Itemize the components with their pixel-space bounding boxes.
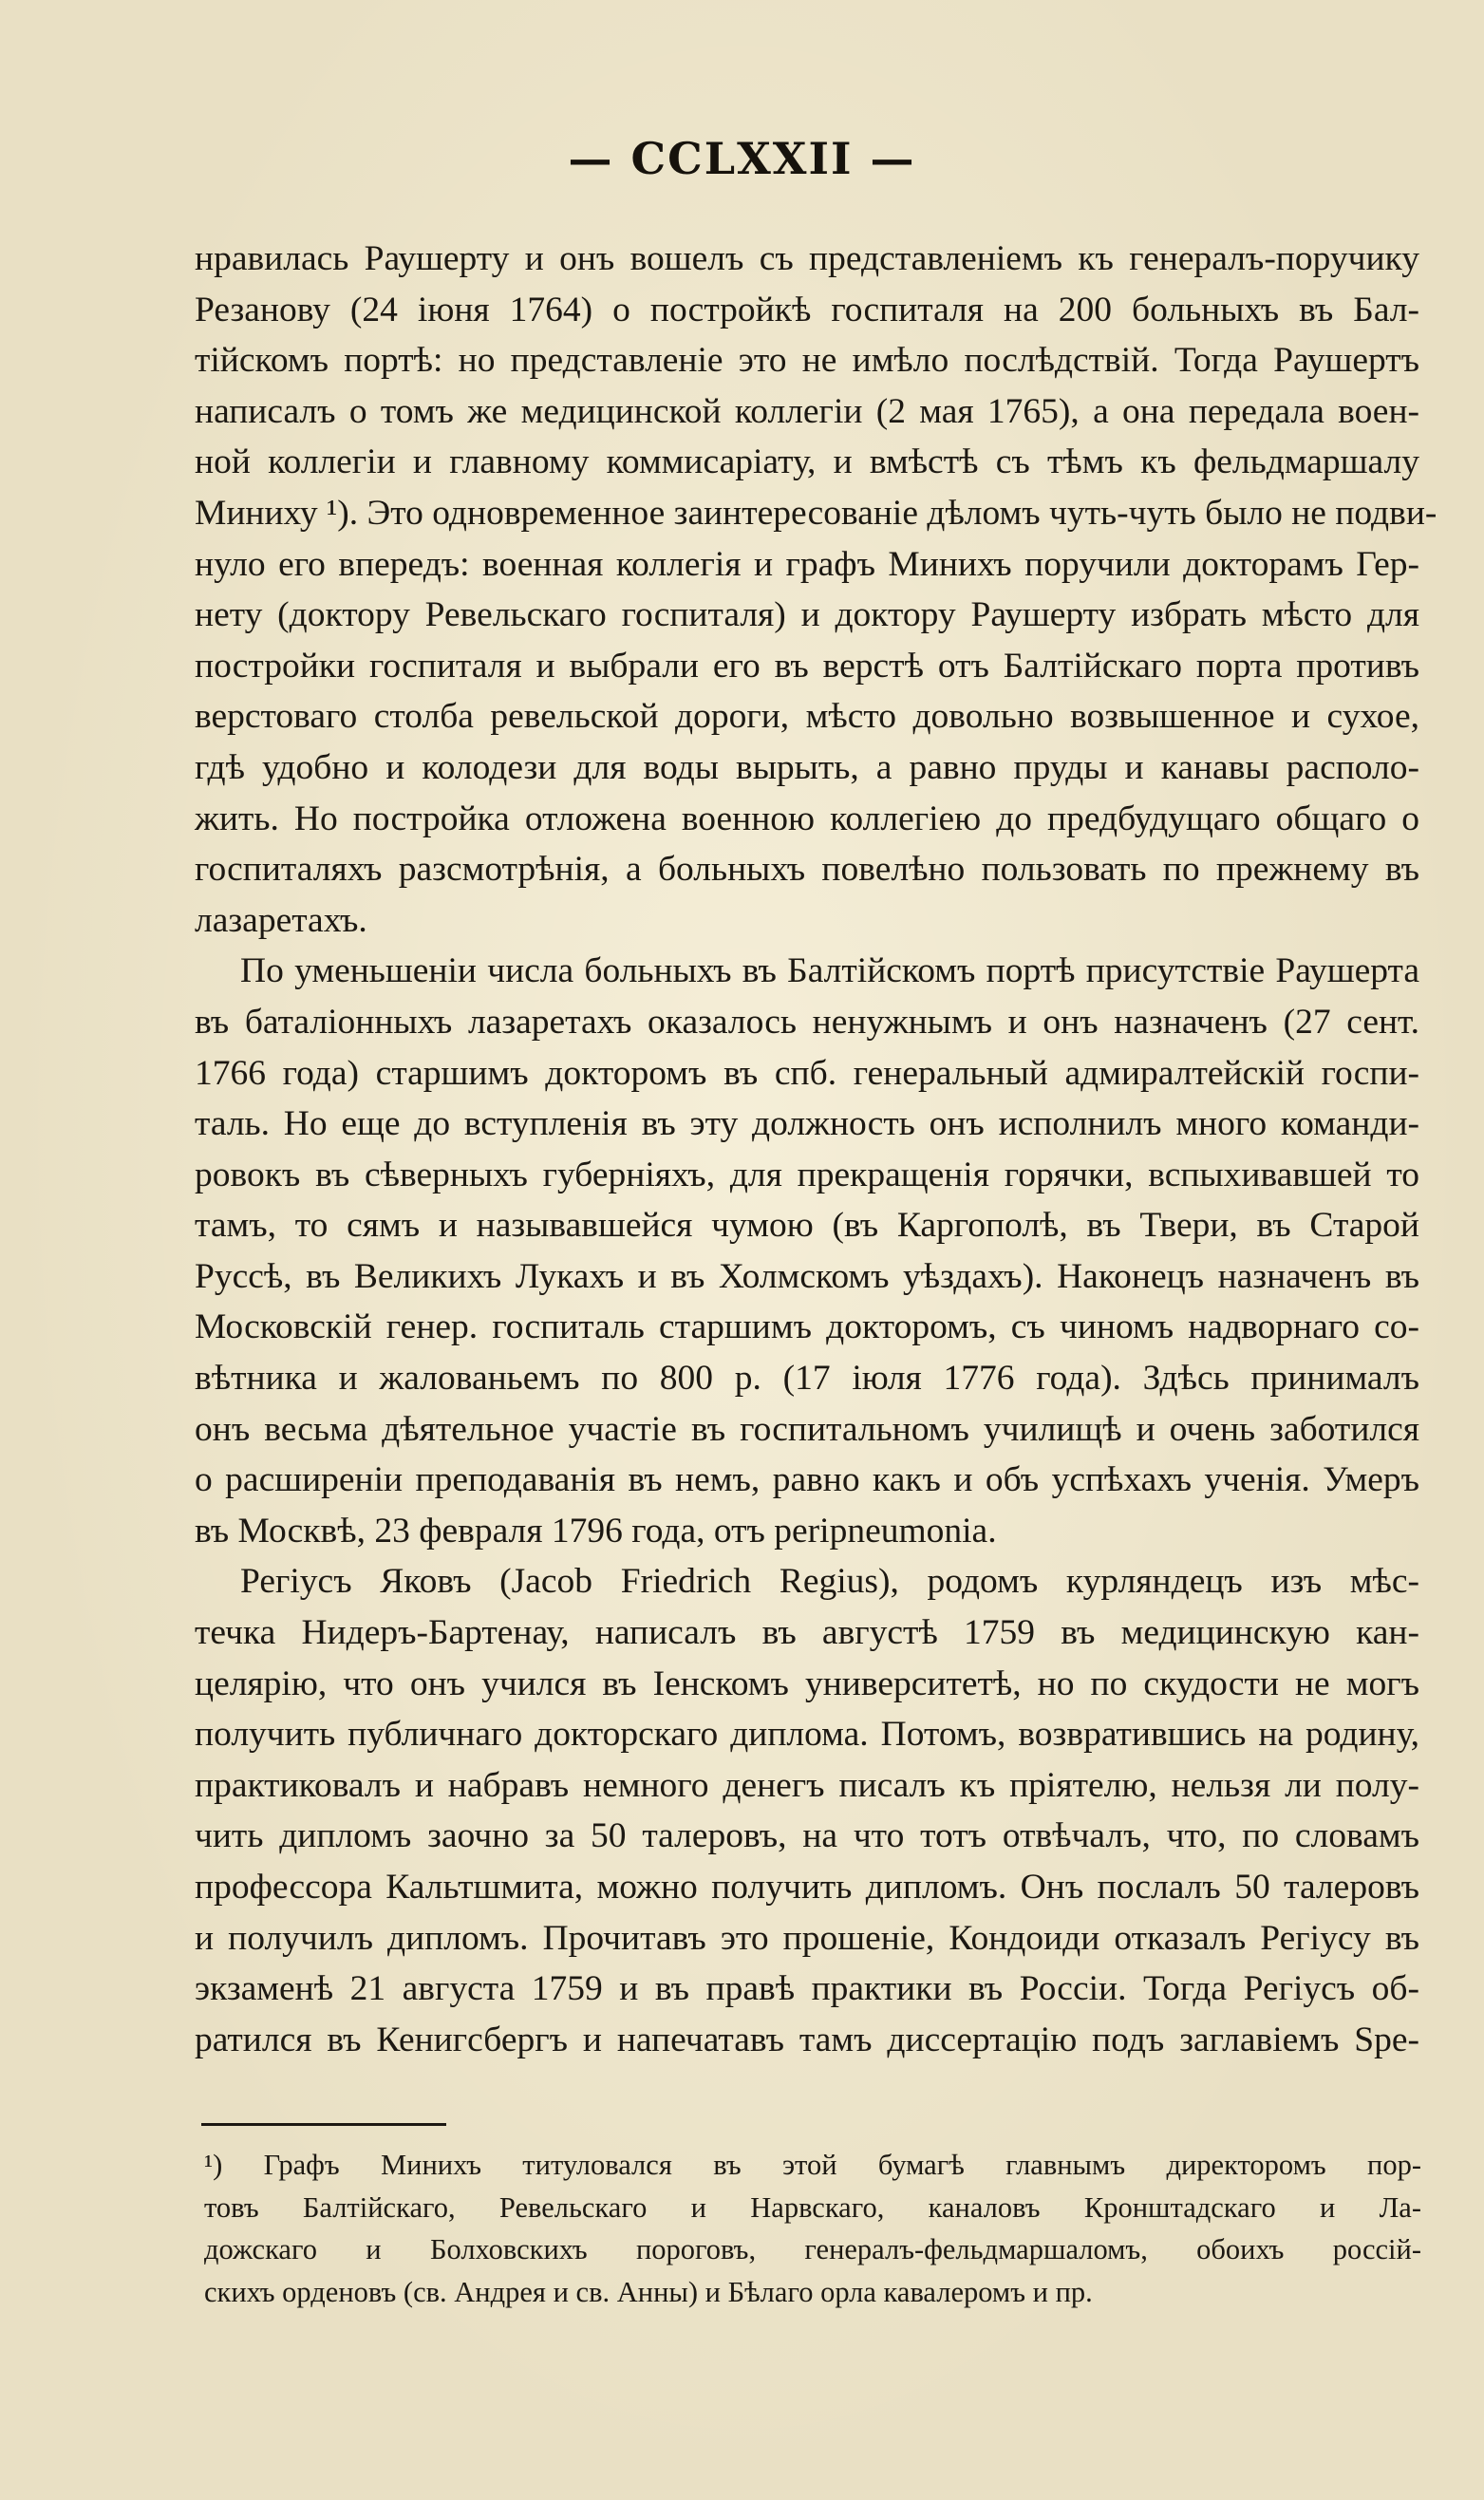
text-line: постройки госпиталя и выбрали его въ верстѣ отъ Балтійскаго порта противъ [195,646,1419,686]
text-line: тійскомъ портѣ: но представленіе это не имѣло послѣдствій. Тогда Раушертъ [195,341,1419,381]
text-line: течка Нидеръ-Бартенау, написалъ въ августѣ 1759 въ медицинскую кан- [195,1613,1419,1653]
text-line: написалъ о томъ же медицинской коллегіи (2 мая 1765), а она передала воен- [195,391,1419,431]
text-line: ровокъ въ сѣверныхъ губерніяхъ, для прекращенія горячки, вспыхивавшей то [195,1155,1419,1194]
text-line: Руссѣ, въ Великихъ Лукахъ и въ Холмскомъ уѣздахъ). Наконецъ назначенъ въ [195,1256,1419,1296]
text-line: профессора Кальтшмита, можно получить дипломъ. Онъ послалъ 50 талеровъ [195,1868,1419,1907]
text-line: лазаретахъ. [195,900,367,940]
text-line: ной коллегіи и главному коммисаріату, и вмѣстѣ съ тѣмъ къ фельдмаршалу [195,442,1419,482]
text-line: и получилъ дипломъ. Прочитавъ это прошеніе, Кондоиди отказалъ Регіусу въ [195,1918,1419,1958]
text-line: жить. Но постройка отложена военною коллегіею до предбудущаго общаго о [195,799,1419,838]
text-line: практиковалъ и набравъ немного денегъ писалъ къ пріятелю, нельзя ли полу- [195,1765,1419,1805]
text-line: нету (доктору Ревельскаго госпиталя) и доктору Раушерту избрать мѣсто для [195,595,1419,635]
footnotes [204,2144,1421,2313]
text-line: целярію, что онъ учился въ Іенскомъ университетѣ, но по скудости не могъ [195,1664,1419,1703]
footnote-line: дожскаго и Болховскихъ пороговъ, генералъ-фельдмаршаломъ, обоихъ россій- [204,2233,1421,2265]
text-line: 1766 года) старшимъ докторомъ въ спб. генеральный адмиралтейскій госпи- [195,1053,1419,1093]
text-line: тамъ, то сямъ и называвшейся чумою (въ Каргополѣ, въ Твери, въ Старой [195,1206,1419,1246]
text-line: госпиталяхъ разсмотрѣнія, а больныхъ повелѣно пользовать по прежнему въ [195,850,1419,890]
text-line: въ Москвѣ, 23 февраля 1796 года, отъ peripneumonia. [195,1511,997,1551]
text-line: верстоваго столба ревельской дороги, мѣсто довольно возвышенное и сухое, [195,697,1419,737]
text-line: ратился въ Кенигсбергъ и напечатавъ тамъ диссертацію подъ заглавіемъ Spe- [195,2020,1419,2059]
text-line: экзаменѣ 21 августа 1759 и въ правѣ практики въ Россіи. Тогда Регіусъ об- [195,1969,1419,2009]
footnote-line: ¹) Графъ Минихъ титуловался въ этой бумагѣ главнымъ директоромъ пор- [204,2149,1421,2181]
text-line: таль. Но еще до вступленія въ эту должность онъ исполнилъ много команди- [195,1104,1419,1144]
text-line: нравилась Раушерту и онъ вошелъ съ представленіемъ къ генералъ-поручику [195,239,1419,278]
footnote-line: скихъ орденовъ (св. Андрея и св. Анны) и Бѣлаго орла кавалеромъ и пр. [204,2275,1093,2308]
text-line: онъ весьма дѣятельное участіе въ госпитальномъ училищѣ и очень заботился [195,1409,1419,1449]
footnote-divider [201,2123,446,2126]
text-line: получить публичнаго докторскаго диплома. Потомъ, возвратившись на родину, [195,1715,1419,1755]
text-line: вѣтника и жалованьемъ по 800 р. (17 іюля 1776 года). Здѣсь принималъ [195,1359,1419,1399]
text-line: о расширеніи преподаванія въ немъ, равно какъ и объ успѣхахъ ученія. Умеръ [195,1460,1419,1500]
paragraph-start-line: Регіусъ Яковъ (Jacob Friedrich Regius), родомъ курляндецъ изъ мѣс- [240,1562,1419,1602]
text-line: Миниху ¹). Это одновременное заинтересованіе дѣломъ чуть-чуть было не подви- [195,493,1437,533]
text-line: гдѣ удобно и колодези для воды вырыть, а равно пруды и канавы располо- [195,747,1419,787]
text-line: Московскій генер. госпиталь старшимъ докторомъ, съ чиномъ надворнаго со- [195,1307,1419,1347]
body-text [195,234,1437,2065]
text-line: нуло его впередъ: военная коллегія и графъ Минихъ поручили докторамъ Гер- [195,544,1419,584]
page-number: — CCLXXII — [568,133,916,184]
text-line: Резанову (24 іюня 1764) о постройкѣ госпиталя на 200 больныхъ въ Бал- [195,290,1419,329]
text-line: въ баталіонныхъ лазаретахъ оказалось ненужнымъ и онъ назначенъ (27 сент. [195,1002,1419,1042]
paragraph-start-line: По уменьшеніи числа больныхъ въ Балтійскомъ портѣ присутствіе Раушерта [240,951,1419,991]
text-line: чить дипломъ заочно за 50 талеровъ, на что тотъ отвѣчалъ, что, по словамъ [195,1816,1419,1856]
footnote-line: товъ Балтійскаго, Ревельскаго и Нарвскаго, каналовъ Кронштадскаго и Ла- [204,2190,1421,2224]
